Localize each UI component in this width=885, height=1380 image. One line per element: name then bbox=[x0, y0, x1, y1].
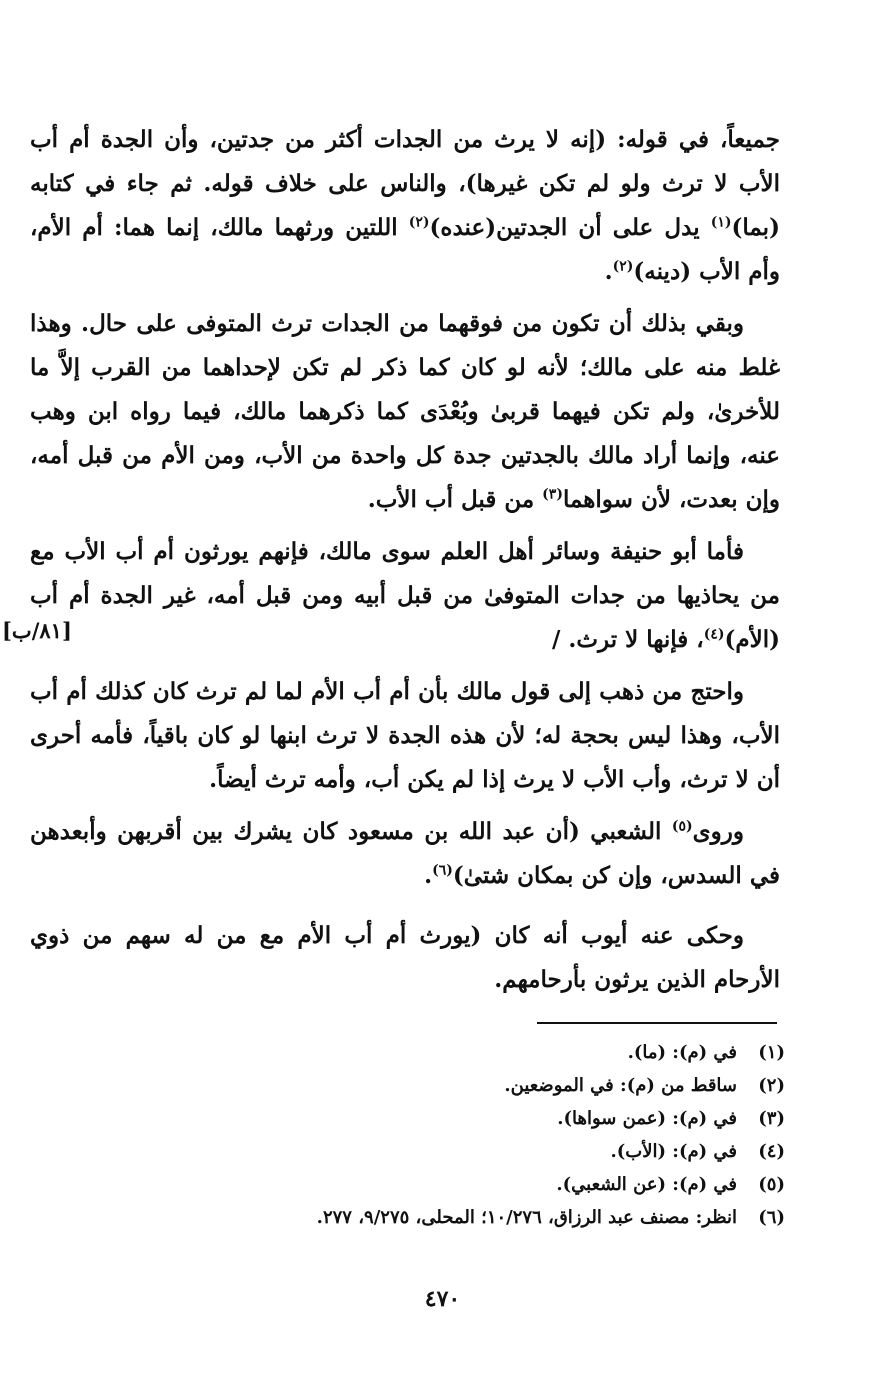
text-run: جميعاً، في قوله: (إنه لا يرث من الجدات أكثر من جدتين، وأن الجدة أم أب الأب لا ترث ولو لم تكن غيرها)، والناس على خلاف قوله. ثم جاء في كتابه (بما) bbox=[30, 126, 780, 241]
page-number: ٤٧٠ bbox=[424, 1286, 461, 1312]
footnote-number: (٢) bbox=[758, 1075, 785, 1096]
folio-margin-note: [٨١/ب] bbox=[2, 618, 72, 643]
footnote-marker: (٢) bbox=[612, 258, 634, 275]
footnote-item bbox=[85, 1168, 785, 1201]
footnote-text: في (م): (عن الشعبي). bbox=[556, 1174, 737, 1195]
text-run: من قبل أب الأب. bbox=[367, 486, 543, 513]
footnote-marker: (٥) bbox=[671, 818, 693, 835]
text-run: يدل على أن الجدتين(عنده) bbox=[429, 214, 711, 241]
footnote-marker: (٣) bbox=[542, 486, 563, 503]
footnote-item bbox=[85, 1201, 785, 1234]
footnote-marker: (٦) bbox=[432, 862, 453, 879]
footnote-number: (٤) bbox=[758, 1141, 785, 1162]
paragraph bbox=[30, 670, 780, 802]
footnote-text: في (م): (الأب). bbox=[610, 1141, 737, 1162]
paragraph bbox=[30, 810, 780, 898]
text-run: وروى bbox=[692, 818, 744, 845]
footnote-item bbox=[85, 1036, 785, 1069]
text-run: الشعبي (أن عبد الله بن مسعود كان يشرك بين أقربهن وأبعدهن في السدس، وإن كن بمكان شتىٰ) bbox=[30, 818, 780, 889]
footnote-item bbox=[85, 1135, 785, 1168]
paragraph bbox=[30, 530, 780, 662]
footnote-number: (٣) bbox=[758, 1108, 785, 1129]
footnote-text: في (م): (ما). bbox=[627, 1042, 737, 1063]
main-text bbox=[30, 118, 780, 1010]
text-run: . bbox=[604, 258, 613, 285]
text-run: واحتج من ذهب إلى قول مالك بأن أم أب الأم لما لم ترث كان كذلك أم أب الأب، وهذا ليس بحجة له؛ لأن هذه الجدة لا ترث ابنها لو كان باقياً، فأمه أحرى أن لا ترث، وأب الأب لا يرث إذا لم يكن أب، وأمه ترث أيضاً. bbox=[30, 678, 780, 793]
text-run: اللتين ورثهما مالك، إنما هما: أم الأم، وأم الأب (دينه) bbox=[30, 214, 780, 285]
text-run: وحكى عنه أيوب أنه كان (يورث أم أب الأم مع من له سهم من ذوي الأرحام الذين يرثون بأرحامهم. bbox=[30, 922, 780, 993]
paragraph bbox=[30, 302, 780, 522]
footnote-number: (٥) bbox=[758, 1174, 785, 1195]
footnote-number: (٦) bbox=[758, 1207, 785, 1228]
text-run: ، فإنها لا ترث. / bbox=[551, 626, 704, 653]
footnote-text: في (م): (عمن سواها). bbox=[557, 1108, 737, 1129]
footnote-marker: (١) bbox=[710, 214, 732, 231]
footnote-number: (١) bbox=[758, 1042, 785, 1063]
footnote-item bbox=[85, 1069, 785, 1102]
footnotes bbox=[85, 1036, 785, 1234]
paragraph bbox=[30, 118, 780, 294]
footnote-marker: (٢) bbox=[408, 214, 430, 231]
text-run: . bbox=[424, 862, 433, 889]
footnote-text: انظر: مصنف عبد الرزاق، ١٠/٢٧٦؛ المحلى، ٩/٢٧٥، ٢٧٧. bbox=[316, 1207, 737, 1228]
footnote-text: ساقط من (م): في الموضعين. bbox=[504, 1075, 737, 1096]
text-run: وبقي بذلك أن تكون من فوقهما من الجدات ترث المتوفى على حال. وهذا غلط منه على مالك؛ لأنه لو كان كما ذكر لم تكن لإحداهما من القرب إلاَّ ما للأخرىٰ، ولم تكن فيهما قربىٰ وبُعْدَى كما ذكرهما مالك، فيما رواه ابن وهب عنه، وإنما أراد مالك بالجدتين جدة كل واحدة من الأب، ومن الأم من قبل أمه، وإن بعدت، لأن سواهما bbox=[30, 310, 780, 513]
footnote-marker: (٤) bbox=[703, 626, 725, 643]
footnote-item bbox=[85, 1102, 785, 1135]
footnote-divider bbox=[537, 1022, 777, 1024]
text-run: فأما أبو حنيفة وسائر أهل العلم سوى مالك، فإنهم يورثون أم أب الأب مع من يحاذيها من جدات المتوفىٰ من قبل أبيه ومن قبل أمه، غير الجدة أم أب (الأم) bbox=[30, 538, 780, 653]
paragraph bbox=[30, 914, 780, 1002]
